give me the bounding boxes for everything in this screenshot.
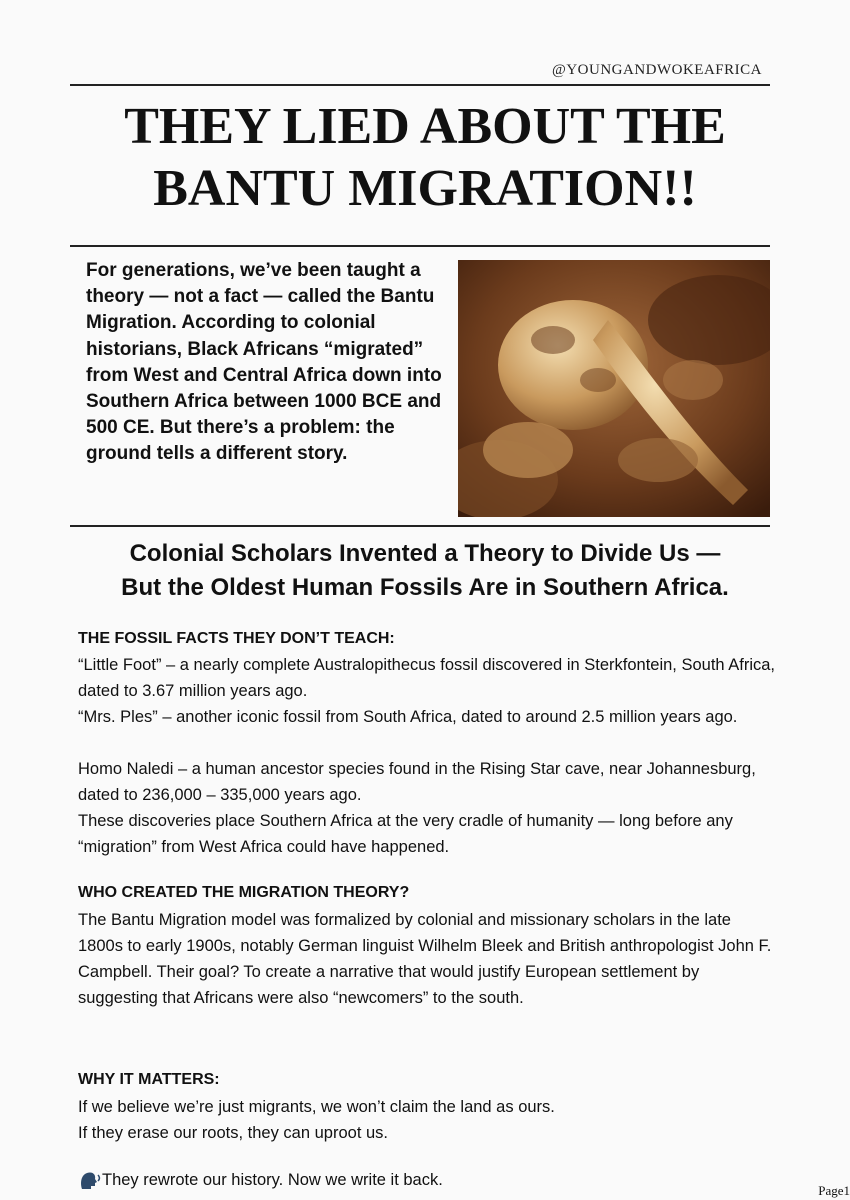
matters-line-1: If we believe we’re just migrants, we won’t claim the land as ours. bbox=[78, 1098, 555, 1116]
headline-line-2: BANTU MIGRATION!! bbox=[153, 160, 697, 217]
fossil-fact-4: These discoveries place Southern Africa at the very cradle of humanity — long before any “migration” from West Africa could have happened. bbox=[78, 812, 733, 856]
page-number: Page1 bbox=[818, 1183, 850, 1198]
subheadline-line-2: But the Oldest Human Fossils Are in Southern Africa. bbox=[121, 574, 729, 601]
fossil-fact-2: “Mrs. Ples” – another iconic fossil from South Africa, dated to around 2.5 million years ago. bbox=[78, 708, 738, 726]
fossil-photo bbox=[458, 260, 770, 517]
fossil-section-title: THE FOSSIL FACTS THEY DON’T TEACH: bbox=[78, 630, 395, 647]
closing-line bbox=[78, 1169, 443, 1191]
headline-rule bbox=[70, 245, 770, 247]
subheadline bbox=[60, 537, 790, 605]
headline-line-1: THEY LIED ABOUT THE bbox=[124, 98, 726, 155]
matters-section-title: WHY IT MATTERS: bbox=[78, 1071, 220, 1088]
fossil-fact-1: “Little Foot” – a nearly complete Australopithecus fossil discovered in Sterkfontein, South Africa, dated to 3.67 million years ago. bbox=[78, 656, 776, 700]
top-rule bbox=[70, 84, 770, 86]
intro-rule bbox=[70, 525, 770, 527]
speaking-head-icon bbox=[78, 1169, 102, 1191]
closing-text: They rewrote our history. Now we write it back. bbox=[102, 1170, 443, 1189]
theory-section-title: WHO CREATED THE MIGRATION THEORY? bbox=[78, 884, 410, 901]
matters-line-2: If they erase our roots, they can uproot us. bbox=[78, 1124, 389, 1142]
fossil-fact-3: Homo Naledi – a human ancestor species found in the Rising Star cave, near Johannesburg, dated to 236,000 – 335,000 years ago. bbox=[78, 760, 756, 804]
social-handle: @YOUNGANDWOKEAFRICA bbox=[552, 62, 762, 78]
subheadline-line-1: Colonial Scholars Invented a Theory to Divide Us — bbox=[129, 540, 721, 567]
intro-paragraph: For generations, we’ve been taught a theory — not a fact — called the Bantu Migration. According to colonial historians, Black Africans “migrated” from West and Central Africa down into Southern Africa between 1000 BCE and 500 CE. But there’s a problem: the ground tells a different story. bbox=[86, 260, 442, 465]
theory-paragraph: The Bantu Migration model was formalized by colonial and missionary scholars in the late 1800s to early 1900s, notably German linguist Wilhelm Bleek and British anthropologist John F. Campbell. Their goal? To create a narrative that would justify European settlement by suggesting that Africans were also “newcomers” to the south. bbox=[78, 911, 772, 1007]
headline bbox=[40, 96, 810, 220]
